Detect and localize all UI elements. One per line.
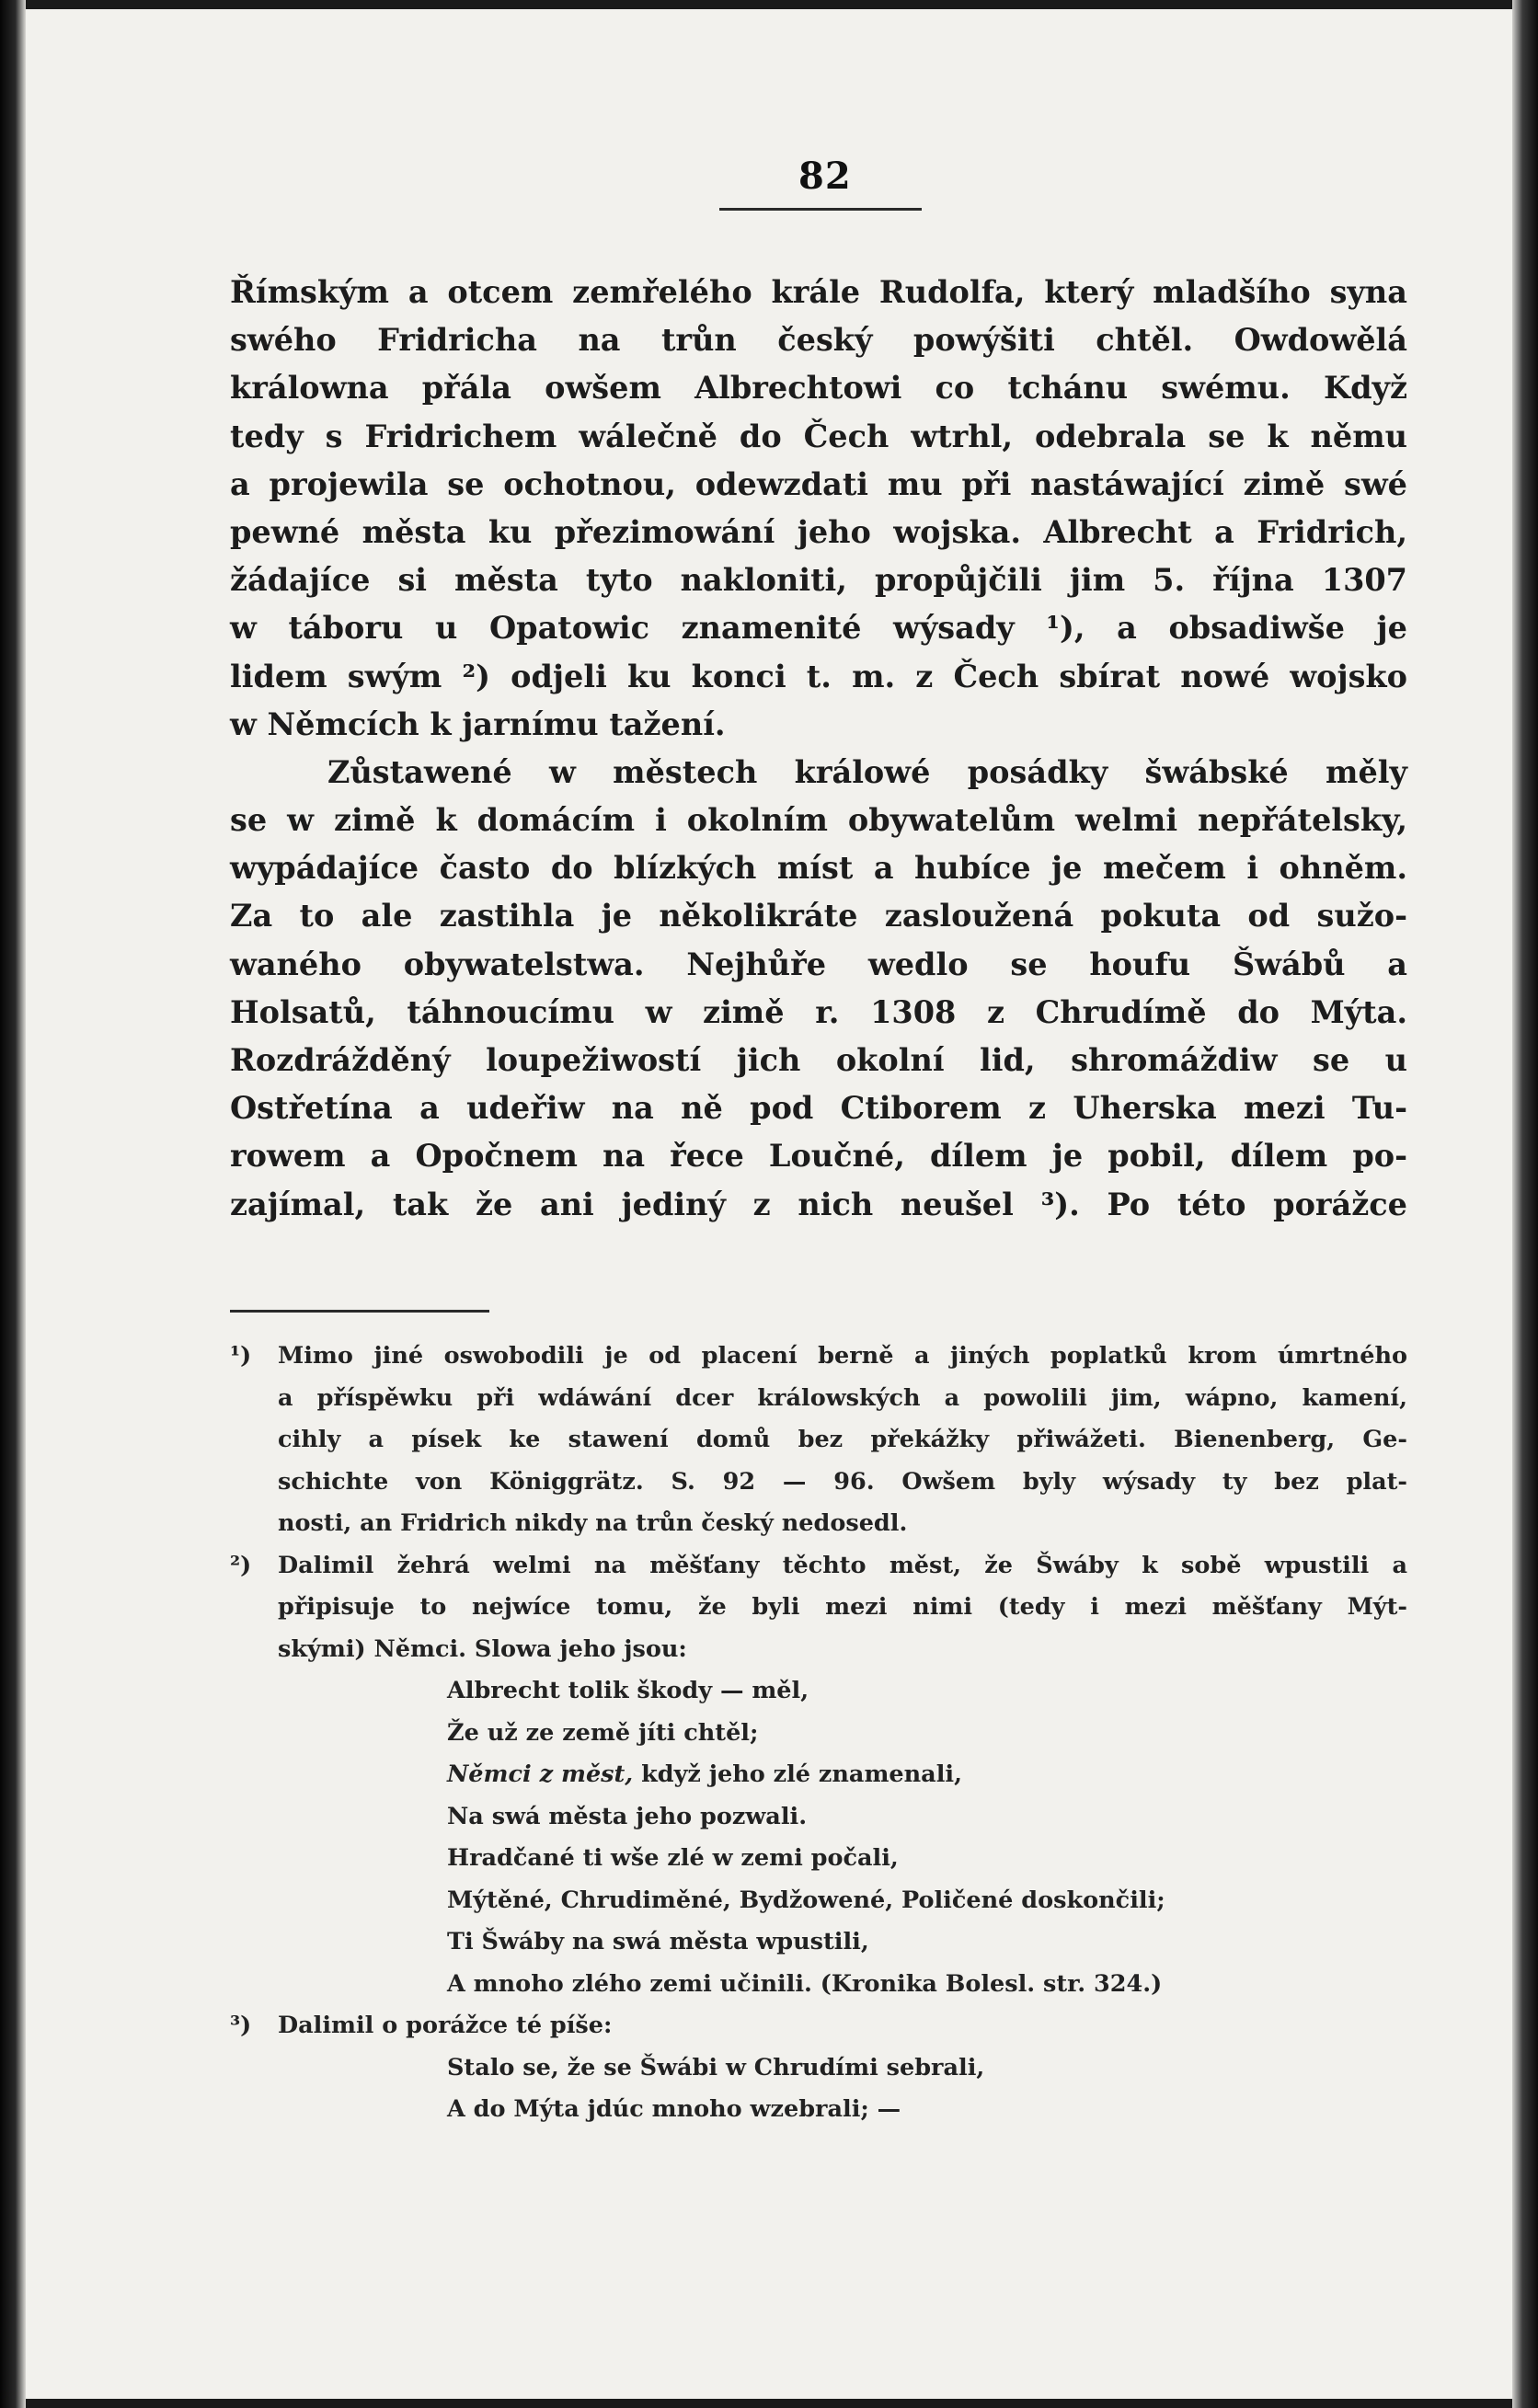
- footnotes: [230, 1336, 1407, 2131]
- verse-line: A do Mýta jdúc mnoho wzebrali; —: [447, 2095, 901, 2123]
- verse-line: Mýtěné, Chrudiměné, Bydžowené, Poličené doskončili;: [447, 1886, 1165, 1914]
- text-line: rowem a Opočnem na řece Loučné, dílem je pobil, dílem po-: [230, 1138, 1407, 1175]
- footnote-3-line: ³) Dalimil o porážce té píše:: [230, 2005, 1407, 2047]
- verse-line: Stalo se, že se Šwábi w Chrudími sebrali,: [447, 2053, 985, 2081]
- text-line: lidem swým ²) odjeli ku konci t. m. z Čech sbírat nowé wojsko: [230, 658, 1407, 694]
- footnote-1-line: schichte von Königgrätz. S. 92 — 96. Owšem byly wýsady ty bez plat-: [278, 1467, 1407, 1496]
- scan-right-edge: [1512, 0, 1538, 2408]
- scan-left-edge: [0, 0, 26, 2408]
- text-line: Zůstawené w městech králowé posádky šwábské měly: [327, 753, 1407, 790]
- verse-line: Němci z měst, když jeho zlé znamenali,: [447, 1760, 962, 1788]
- footnote-2-line: skými) Němci. Slowa jeho jsou:: [278, 1634, 687, 1663]
- text-line: waného obywatelstwa. Nejhůře wedlo se houfu Šwábů a: [230, 946, 1407, 982]
- footnote-rule: [230, 1310, 489, 1313]
- text-line: žádajíce si města tyto nakloniti, propůjčili jim 5. října 1307: [230, 562, 1407, 599]
- text-line: pewné města ku přezimowání jeho wojska. Albrecht a Fridrich,: [230, 513, 1407, 550]
- footnote-1-line: nosti, an Fridrich nikdy na trůn český nedosedl.: [278, 1509, 908, 1537]
- verse-line: Na swá města jeho pozwali.: [447, 1802, 808, 1830]
- text-line: swého Fridricha na trůn český powýšiti chtěl. Owdowělá: [230, 322, 1407, 359]
- text-line: Rozdrážděný loupežiwostí jich okolní lid, shromáždiw se u: [230, 1042, 1407, 1078]
- text-line: tedy s Fridrichem wálečně do Čech wtrhl, odebrala se k němu: [230, 418, 1407, 454]
- main-text: [230, 269, 1407, 1229]
- book-page: [26, 9, 1512, 2399]
- footnote-1-line: ¹) Mimo jiné oswobodili je od placení berně a jiných poplatků krom úmrtného: [230, 1336, 1407, 1378]
- verse-line: Hradčané ti wše zlé w zemi počali,: [447, 1844, 899, 1872]
- footnote-2-mark: ²): [230, 1551, 252, 1579]
- text-line: Ostřetína a udeřiw na ně pod Ctiborem z Uherska mezi Tu-: [230, 1090, 1407, 1127]
- footnote-2-line: připisuje to nejwíce tomu, že byli mezi nimi (tedy i mezi měšťany Mýt-: [278, 1593, 1407, 1621]
- footnote-1-line: cihly a písek ke stawení domů bez překážky přiwážeti. Bienenberg, Ge-: [278, 1426, 1407, 1453]
- verse-line: Albrecht tolik škody — měl,: [447, 1677, 809, 1704]
- text-line: zajímal, tak že ani jediný z nich neušel ³). Po této porážce: [230, 1186, 1407, 1222]
- header-rule: [719, 208, 922, 211]
- page-number: 82: [798, 155, 852, 198]
- text-line: Za to ale zastihla je několikráte zasloužená pokuta od sužo-: [230, 898, 1407, 935]
- footnote-3-mark: ³): [230, 2012, 252, 2039]
- footnote-2-line: ²) Dalimil žehrá welmi na měšťany těchto měst, že Šwáby k sobě wpustili a: [230, 1545, 1407, 1588]
- verse-italic: Němci z měst,: [447, 1760, 634, 1788]
- verse-line: Ti Šwáby na swá města wpustili,: [447, 1928, 869, 1955]
- text-line: se w zimě k domácím i okolním obywatelům welmi nepřátelsky,: [230, 802, 1407, 839]
- verse-line: Že už ze země jíti chtěl;: [447, 1718, 759, 1747]
- footnote-1-line: a příspěwku při wdáwání dcer králowských a powolili jim, wápno, kamení,: [278, 1383, 1407, 1412]
- verse-line: A mnoho zlého zemi učinili. (Kronika Bolesl. str. 324.): [447, 1969, 1163, 1998]
- text-line: wypádajíce často do blízkých míst a hubíce je mečem i ohněm.: [230, 850, 1407, 887]
- text-line: w Němcích k jarnímu tažení.: [230, 705, 726, 742]
- text-line: králowna přála owšem Albrechtowi co tchánu swému. Když: [230, 370, 1407, 407]
- text-line: a projewila se ochotnou, odewzdati mu při nastáwající zimě swé: [230, 465, 1407, 502]
- text-line: w táboru u Opatowic znamenité wýsady ¹), a obsadiwše je: [230, 610, 1407, 647]
- footnote-1-mark: ¹): [230, 1342, 252, 1370]
- text-line: Holsatů, táhnoucímu w zimě r. 1308 z Chrudímě do Mýta.: [230, 993, 1407, 1030]
- text-line: Římským a otcem zemřelého krále Rudolfa, který mladšího syna: [230, 274, 1407, 310]
